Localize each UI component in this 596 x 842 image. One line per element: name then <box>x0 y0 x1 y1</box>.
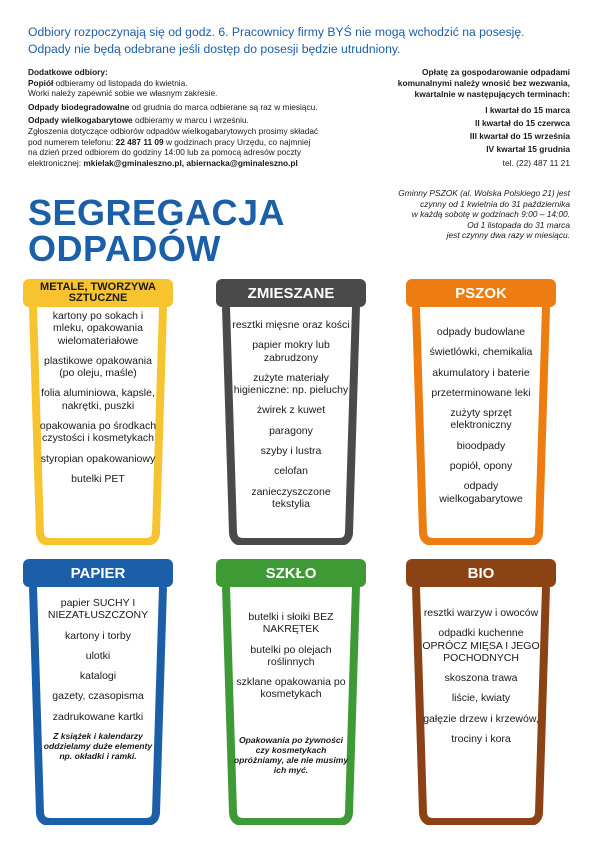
popiol-bold: Popiół <box>28 77 54 88</box>
pszok-info <box>340 188 570 241</box>
list-item: odpady budowlane <box>436 326 526 338</box>
pszok-info-line-2: czynny od 1 kwietnia do 31 października <box>420 198 570 209</box>
fees-line-2: komunalnymi należy wnosić bez wezwania, <box>397 78 570 88</box>
bin-papier <box>23 559 173 825</box>
bin-metale-title-1: METALE, TWORZYWA <box>40 281 156 293</box>
fees-row: IV kwartał 15 grudnia <box>486 144 570 154</box>
list-item: papier mokry lub zabrudzony <box>252 339 330 364</box>
fees-info <box>360 67 570 169</box>
list-item: akumulatory i baterie <box>432 366 530 379</box>
list-item: żwirek z kuwet <box>256 404 326 417</box>
list-item: butelki po olejach roślinnych <box>250 643 332 668</box>
bin-bio-title: BIO <box>467 565 495 582</box>
pszok-info-line-4: Od 1 listopada do 31 marca <box>467 219 570 230</box>
zgloszenia-emails: mkielak@gminaleszno.pl, abiernacka@gminaleszno.pl <box>83 157 298 168</box>
bin-pszok-title: PSZOK <box>455 285 507 302</box>
bin-zmieszane-title: ZMIESZANE <box>247 285 335 302</box>
list-item: liście, kwiaty <box>451 692 511 705</box>
list-item: szklane opakowania po kosmetykach <box>236 676 346 701</box>
list-item: papier SUCHY I NIEZATŁUSZCZONY <box>47 597 149 622</box>
intro-line-2: Odpady nie będą odebrane jeśli dostęp do posesji będzie utrudniony. <box>28 42 401 56</box>
list-item: styropian opakowaniowy <box>40 452 156 465</box>
additional-pickups <box>28 67 373 171</box>
list-item: skoszona trawa <box>444 672 518 685</box>
list-item: folia aluminiowa, kapsle, nakrętki, puszki <box>41 387 155 412</box>
wielko-text: odbieramy w marcu i wrześniu. <box>132 115 249 126</box>
bin-metale <box>23 279 173 545</box>
zgloszenia-line-2a: pod numerem telefonu: <box>28 136 116 147</box>
zgloszenia-line-2b: w godzinach pracy Urzędu, co najmniej <box>163 136 311 147</box>
list-item: ulotki <box>85 649 111 662</box>
list-item: katalogi <box>79 670 117 683</box>
intro-line-1: Odbiory rozpoczynają się od godz. 6. Pracownicy firmy BYŚ nie mogą wchodzić na posesję. <box>28 25 525 39</box>
list-item: resztki mięsne oraz kości <box>232 319 350 331</box>
page-title <box>28 192 286 269</box>
list-item: resztki warzyw i owoców <box>423 607 539 619</box>
fees-row: II kwartał do 15 czerwca <box>475 118 570 128</box>
fees-row: III kwartał do 15 września <box>469 131 570 141</box>
fees-line-1: Opłatę za gospodarowanie odpadami <box>422 67 570 77</box>
bin-szklo <box>216 559 366 825</box>
pszok-info-line-1: Gminny PSZOK (al. Wolska Polskiego 21) jest <box>398 188 570 198</box>
bin-pszok <box>406 279 556 545</box>
wielko-bold: Odpady wielkogabarytowe <box>28 115 133 126</box>
list-item: przeterminowane leki <box>431 386 531 399</box>
list-item: szyby i lustra <box>260 445 322 458</box>
title-line-1: SEGREGACJA <box>28 192 286 233</box>
fees-tel: tel. (22) 487 11 21 <box>502 158 570 168</box>
bin-szklo-title: SZKŁO <box>265 565 317 582</box>
list-item: kartony i torby <box>65 629 131 642</box>
worki-text: Worki należy zapewnić sobie we własnym zakresie. <box>28 88 218 99</box>
intro-notice <box>28 24 573 58</box>
bin-papier-title: PAPIER <box>70 565 126 582</box>
list-item: zanieczyszczone tekstylia <box>251 485 331 510</box>
additional-heading: Dodatkowe odbiory: <box>28 67 108 77</box>
list-item: odpady wielkogabarytowe <box>439 480 523 505</box>
bin-bio <box>406 559 556 825</box>
list-item: gazety, czasopisma <box>52 690 144 703</box>
zgloszenia-line-1: Zgłoszenia dotyczące odbiorów odpadów wielkogabarytowych prosimy składać <box>28 125 319 136</box>
list-item: celofan <box>274 465 308 478</box>
bin-papier-note: Z książek i kalendarzy oddzielamy duże elementy np. okładki i ramki. <box>43 731 153 762</box>
bio-text: od grudnia do marca odbierane są raz w miesiącu. <box>129 101 318 112</box>
pszok-info-line-5: jest czynny dwa razy w miesiącu. <box>446 230 570 241</box>
list-item: odpadki kuchenne OPRÓCZ MIĘSA I JEGO POCHODNYCH <box>422 627 540 664</box>
list-item: zużyte materiały higieniczne: np. pieluchy <box>233 371 349 397</box>
pszok-info-line-3: w każdą sobotę w godzinach 9:00 – 14:00. <box>411 209 570 220</box>
bin-zmieszane <box>216 279 366 545</box>
fees-line-3: kwartalnie w następujących terminach: <box>414 89 570 99</box>
list-item: plastikowe opakowania (po oleju, maśle) <box>44 354 152 380</box>
title-line-2: ODPADÓW <box>28 228 221 269</box>
popiol-text: odbieramy od listopada do kwietnia. <box>53 77 188 88</box>
list-item: zadrukowane kartki <box>52 710 144 723</box>
list-item: butelki i słoiki BEZ NAKRĘTEK <box>248 611 334 636</box>
list-item: trociny i kora <box>451 733 511 746</box>
list-item: popiół, opony <box>449 460 513 473</box>
list-item: gałęzie drzew i krzewów, <box>423 712 539 725</box>
list-item: opakowania po środkach czystości i kosmetykach <box>39 420 157 445</box>
bin-metale-title-2: SZTUCZNE <box>68 292 128 304</box>
zgloszenia-phone: 22 487 11 09 <box>115 136 164 147</box>
zgloszenia-line-4a: elektronicznej: <box>28 157 84 168</box>
list-item: kartony po sokach i mleku, opakowania wielomateriałowe <box>52 310 144 347</box>
list-item: paragony <box>269 424 313 437</box>
bio-bold: Odpady biodegradowalne <box>28 101 130 112</box>
fees-row: I kwartał do 15 marca <box>485 105 570 115</box>
list-item: zużyty sprzęt elektroniczny <box>450 407 512 432</box>
bin-szklo-note: Opakowania po żywności czy kosmetykach opróżniamy, ale nie musimy ich myć. <box>233 734 349 775</box>
list-item: świetlówki, chemikalia <box>429 346 533 359</box>
list-item: bioodpady <box>456 439 506 452</box>
list-item: butelki PET <box>71 472 125 485</box>
zgloszenia-line-3: na dzień przed odbiorem do godziny 14:00 lub za pomocą adresów poczty <box>28 147 302 158</box>
